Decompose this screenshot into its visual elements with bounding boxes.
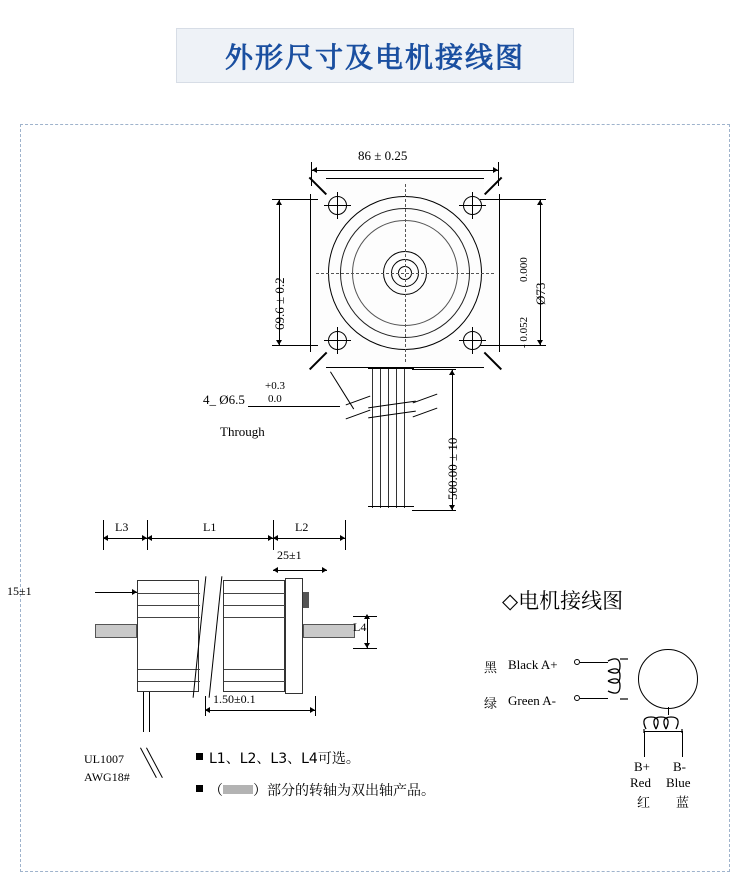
dim-150-label: 1.50±0.1 [213, 692, 256, 706]
wire-b-plus-label: B+ [634, 759, 651, 774]
dim-pilot-ext-bottom [480, 345, 546, 346]
wire-a-minus-line [580, 698, 608, 699]
dim-pilot-tol-lower: - 0.052 [518, 316, 530, 348]
motor-side-view [7, 520, 425, 740]
motor-stack-left [137, 580, 199, 692]
notes-block [196, 748, 476, 812]
bullet-square-icon [196, 785, 203, 792]
dim-height-ext-top [272, 199, 318, 200]
chamfer-bottom-left [309, 352, 326, 369]
dim-25-arrow-left [273, 567, 278, 573]
lead-wire-line [143, 692, 144, 732]
dim-15-label: 15±1 [7, 584, 32, 598]
wire-a-minus-en-label: Green A- [508, 693, 557, 708]
mounting-hole-top-left [328, 196, 347, 215]
motor-symbol-circle [638, 649, 698, 709]
coil-a-icon [606, 657, 632, 703]
wire-motor-to-coil-b [668, 707, 669, 715]
dim-l4-ext-bottom [353, 648, 377, 649]
dim-25-line [273, 570, 327, 571]
dim-pilot-label: Ø73 [533, 282, 548, 305]
motor-terminal-block [303, 592, 309, 608]
hole-callout-leader-h [248, 406, 340, 407]
mounting-hole-bottom-left [328, 331, 347, 350]
dim-width-label: 86 ± 0.25 [358, 148, 408, 163]
output-shaft-left-optional [95, 624, 137, 638]
side-break-line-2 [209, 576, 223, 697]
wire-a-minus-cn-label: 绿 [484, 697, 498, 712]
dim-25-label: 25±1 [277, 548, 302, 562]
wire-b-plus-en-label: Red [630, 775, 651, 790]
dim-l1-label: L1 [203, 520, 217, 534]
dim-l2-arrow-left [273, 535, 278, 541]
dim-width-arrow-left [312, 167, 317, 173]
note-text-2: （ ）部分的转轴为双出轴产品。 [209, 783, 435, 799]
hole-callout-label: 4_ Ø6.5 [203, 392, 245, 407]
wire-spec-line1: UL1007 [84, 752, 124, 766]
wire-b-minus-label: B- [673, 759, 686, 774]
motor-front-flange [285, 578, 303, 694]
dim-150-line [205, 710, 315, 711]
wire-b-minus-down [682, 731, 683, 757]
page-title-banner [176, 28, 574, 83]
chamfer-bottom-right [484, 352, 501, 369]
hole-tolerance-lower: 0.0 [268, 393, 282, 405]
dim-pilot-ext-top [480, 199, 546, 200]
mounting-hole-bottom-right [463, 331, 482, 350]
dim-l4-ext-top [353, 616, 377, 617]
dim-pilot-tol-upper: 0.000 [518, 257, 530, 282]
wire-b-plus-down [644, 731, 645, 757]
wiring-diagram [470, 585, 700, 815]
dim-150-ext-left [205, 696, 206, 716]
motor-front-view [310, 178, 500, 368]
wire-a-plus-line [580, 662, 608, 663]
page-title: 外形尺寸及电机接线图 [224, 40, 525, 74]
dim-cable-ext-top [412, 369, 456, 370]
dim-height-arrow-up [276, 200, 282, 205]
dim-l3-arrow-left [103, 535, 108, 541]
center-line-vertical [405, 184, 406, 362]
motor-stack-right [223, 580, 285, 692]
dim-cable-label: 500.00 ± 10 [445, 437, 460, 500]
dim-l2-arrow-right [340, 535, 345, 541]
hole-tolerance-upper: +0.3 [265, 380, 285, 392]
grey-shaft-swatch [223, 785, 253, 794]
wire-b-plus-cn-label: 红 [637, 796, 651, 811]
dim-l3-line [103, 538, 147, 539]
dim-l1-line [147, 538, 273, 539]
dim-cable-ext-bottom [412, 510, 456, 511]
note-text-1: L1、L2、L3、L4可选。 [209, 751, 360, 767]
dim-l1-arrow-left [147, 535, 152, 541]
dim-l2-label: L2 [295, 520, 309, 534]
wire-b-minus-cn-label: 蓝 [676, 796, 690, 811]
dim-15-line [95, 592, 137, 593]
dim-pilot-line [540, 200, 541, 345]
dim-l4-label: L4 [353, 620, 367, 634]
wire-spec-line2: AWG18# [84, 770, 130, 784]
note-item [196, 780, 476, 800]
motor-cable-bundle [368, 368, 414, 508]
dim-width-ext-right [498, 162, 499, 186]
dim-150-ext-right [315, 696, 316, 716]
wire-b-bus [644, 731, 682, 732]
dim-width-line [312, 170, 498, 171]
output-shaft-right [303, 624, 355, 638]
dim-25-arrow-right [322, 567, 327, 573]
hole-callout-sublabel: Through [220, 424, 265, 439]
dim-height-label: 69.6 ± 0.2 [272, 277, 287, 330]
dim-pilot-arrow-up [537, 200, 543, 205]
dim-l2-ext-right [345, 520, 346, 550]
dim-l3-label: L3 [115, 520, 129, 534]
bullet-square-icon [196, 753, 203, 760]
note-item [196, 748, 476, 768]
wire-b-minus-en-label: Blue [666, 775, 691, 790]
wire-a-plus-cn-label: 黑 [484, 661, 498, 676]
wire-a-plus-en-label: Black A+ [508, 657, 558, 672]
dim-height-ext-bottom [272, 345, 318, 346]
wiring-heading: ◇电机接线图 [502, 589, 624, 613]
dim-l2-line [273, 538, 345, 539]
dim-cable-arrow-up [449, 370, 455, 375]
dim-width-ext-left [311, 162, 312, 186]
lead-wire-line2 [149, 692, 150, 732]
